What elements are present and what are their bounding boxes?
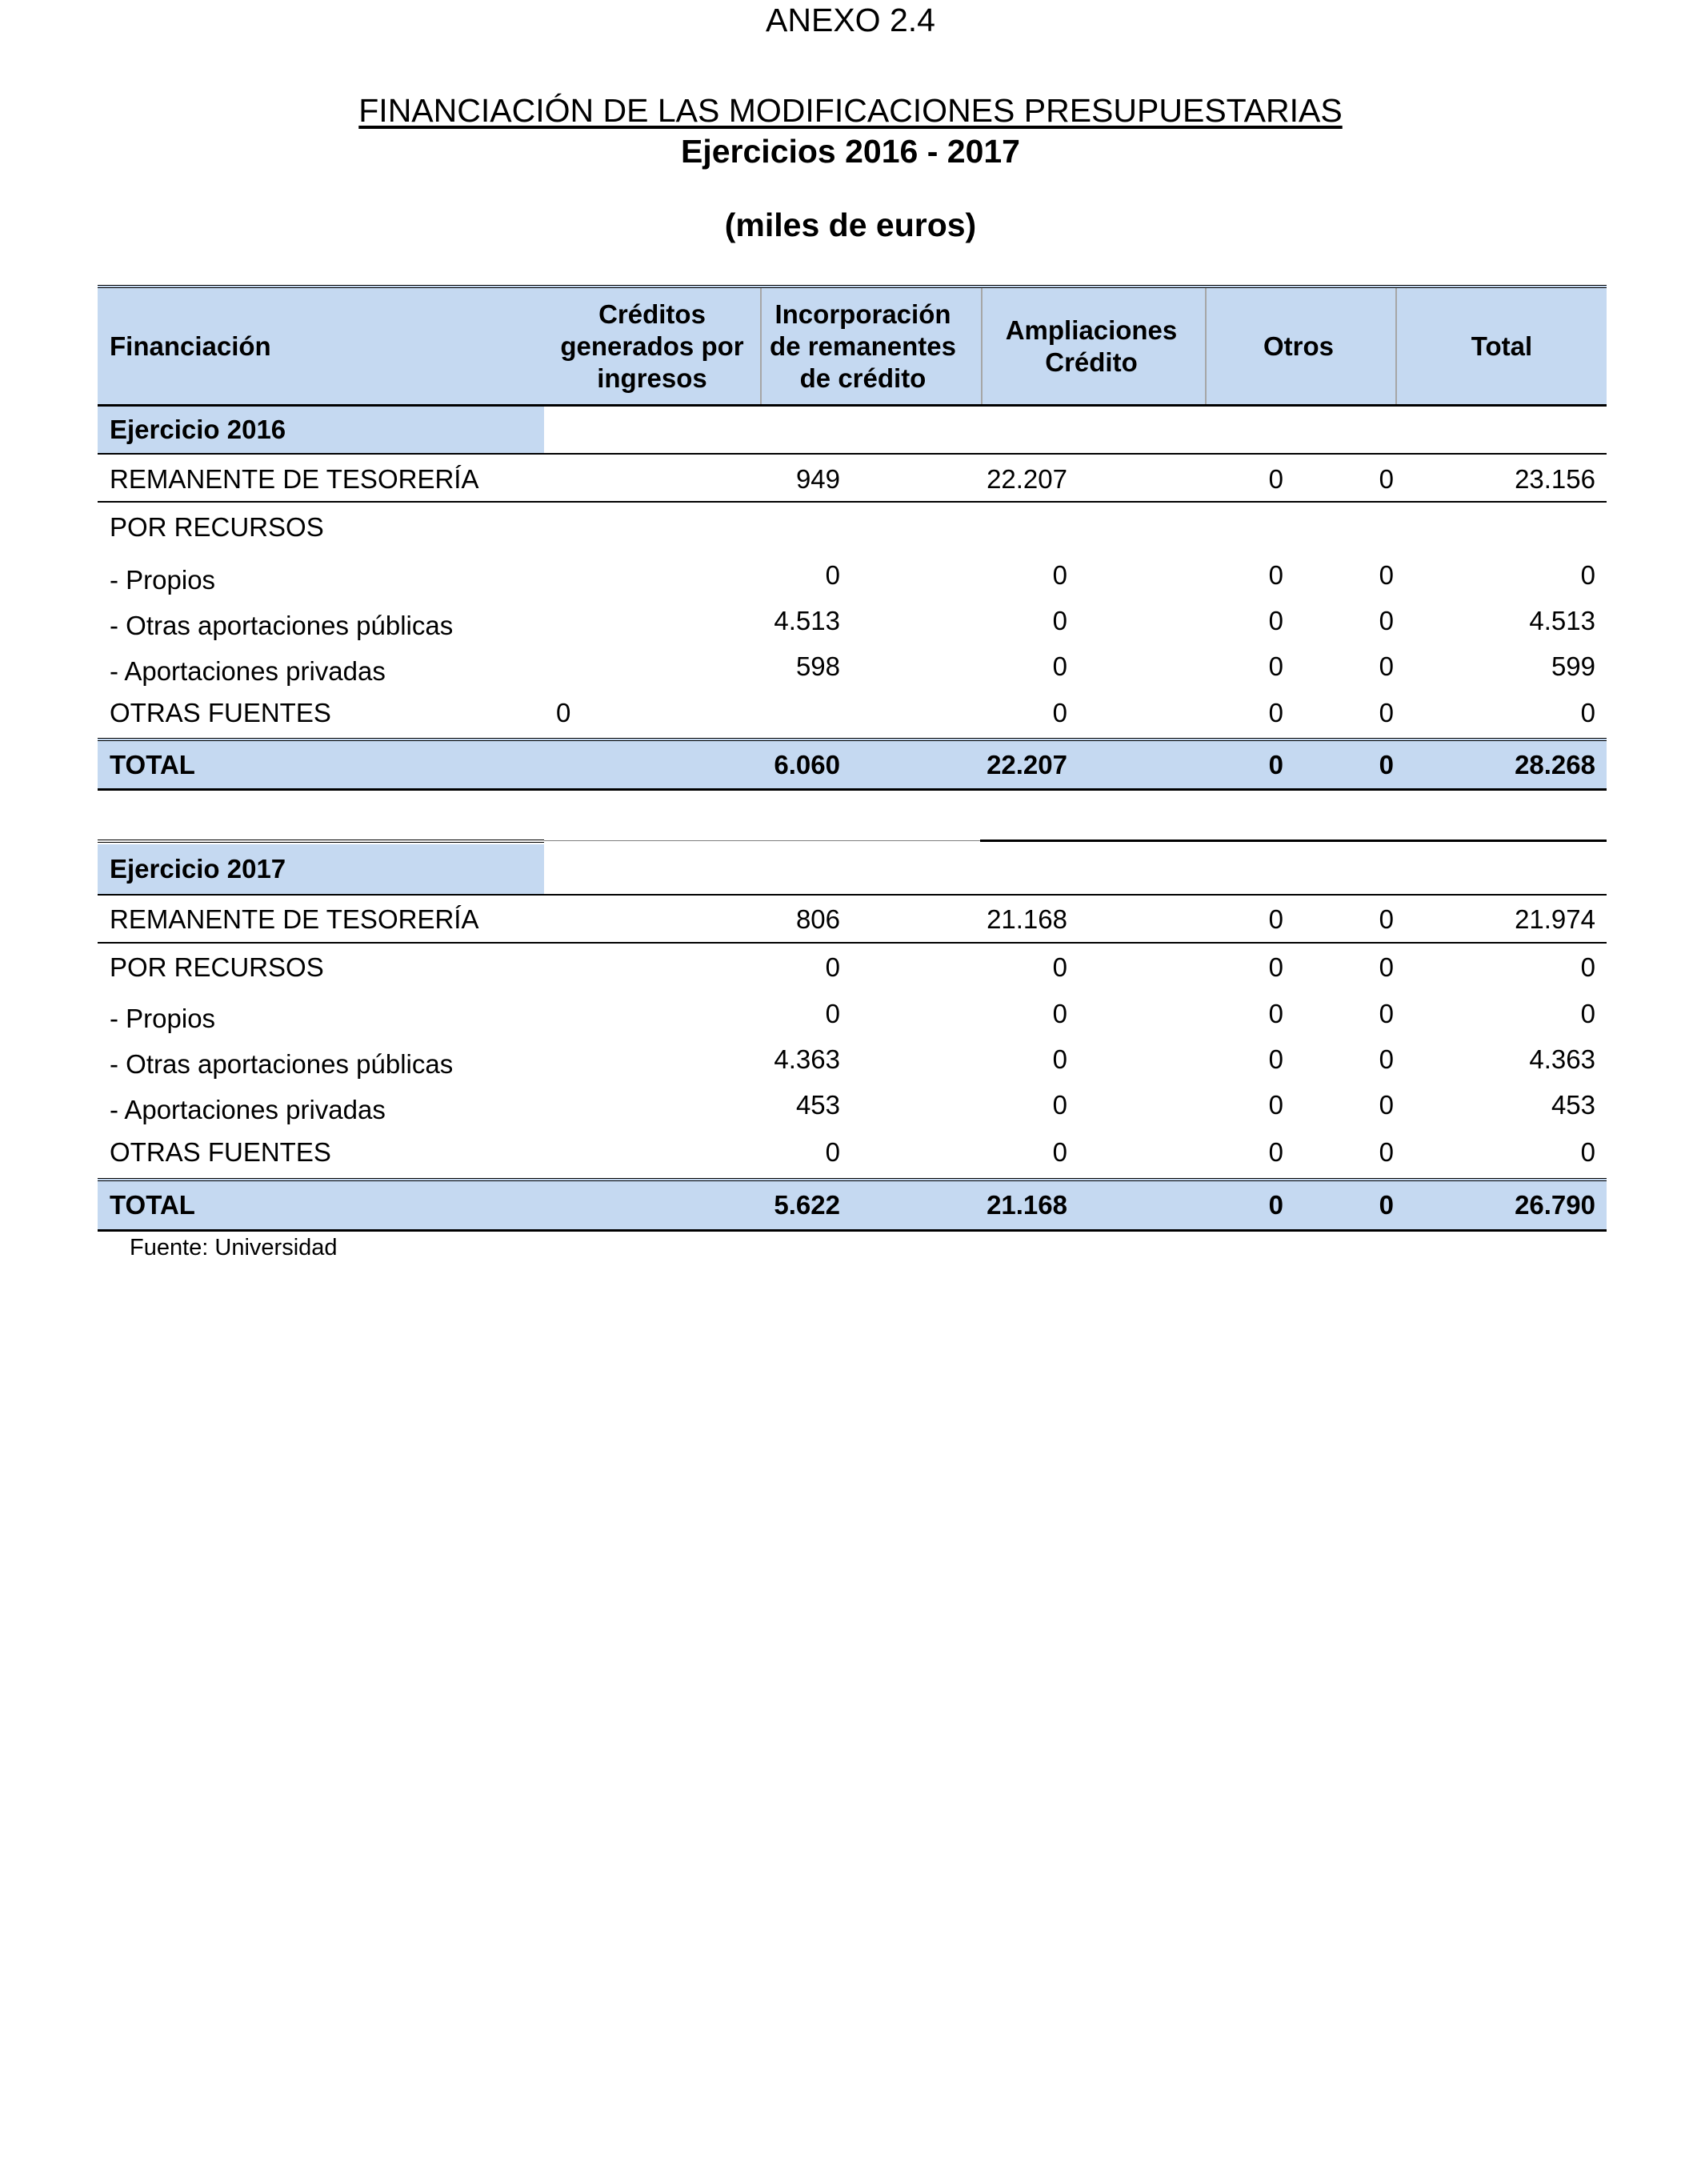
cell-others: 0 bbox=[1379, 952, 1394, 982]
section-label-2016: Ejercicio 2016 bbox=[98, 407, 544, 453]
cell-incorporation: 0 bbox=[1052, 606, 1067, 635]
total-total: 28.268 bbox=[1515, 749, 1595, 779]
cell-generated: 0 bbox=[825, 560, 840, 590]
cell-extensions: 0 bbox=[1268, 651, 1283, 681]
cell-generated: 0 bbox=[825, 1137, 840, 1167]
cell-others: 0 bbox=[1379, 464, 1394, 494]
total-extensions: 0 bbox=[1268, 1190, 1283, 1220]
cell-others: 0 bbox=[1379, 698, 1394, 727]
table-header bbox=[98, 285, 1607, 407]
cell-total: 4.513 bbox=[1529, 606, 1595, 635]
cell-extensions: 0 bbox=[1268, 952, 1283, 982]
row-label: OTRAS FUENTES bbox=[110, 1137, 331, 1167]
cell-generated: 0 bbox=[825, 999, 840, 1028]
cell-generated: 0 bbox=[825, 952, 840, 982]
cell-incorporation: 0 bbox=[1052, 1137, 1067, 1167]
cell-incorporation: 0 bbox=[1052, 698, 1067, 727]
cell-incorporation: 21.168 bbox=[987, 904, 1067, 934]
cell-generated: 4.513 bbox=[774, 606, 840, 635]
row-label: REMANENTE DE TESORERÍA bbox=[110, 904, 479, 934]
cell-incorporation: 0 bbox=[1052, 952, 1067, 982]
total-extensions: 0 bbox=[1268, 749, 1283, 779]
section-label-2017: Ejercicio 2017 bbox=[98, 844, 544, 894]
source-note: Fuente: Universidad bbox=[130, 1235, 338, 1260]
cell-extensions: 0 bbox=[1268, 999, 1283, 1028]
cell-incorporation: 0 bbox=[1052, 999, 1067, 1028]
cell-total: 23.156 bbox=[1515, 464, 1595, 494]
cell-incorporation: 0 bbox=[1052, 1090, 1067, 1120]
cell-others: 0 bbox=[1379, 999, 1394, 1028]
row-label: OTRAS FUENTES bbox=[110, 698, 331, 727]
page-subtitle: Ejercicios 2016 - 2017 bbox=[681, 133, 1020, 170]
cell-incorporation: 0 bbox=[1052, 1044, 1067, 1074]
cell-total: 0 bbox=[1580, 952, 1595, 982]
cell-generated: 453 bbox=[795, 1090, 840, 1120]
header-others: Otros bbox=[1263, 331, 1334, 361]
header-total: Total bbox=[1471, 331, 1533, 361]
cell-generated: 4.363 bbox=[774, 1044, 840, 1074]
cell-total: 4.363 bbox=[1529, 1044, 1595, 1074]
total-incorporation: 21.168 bbox=[987, 1190, 1067, 1220]
section-rule bbox=[544, 840, 980, 841]
total-generated: 5.622 bbox=[774, 1190, 840, 1220]
cell-total: 453 bbox=[1551, 1090, 1595, 1120]
header-financing: Financiación bbox=[110, 331, 271, 361]
cell-extensions: 0 bbox=[1268, 1090, 1283, 1120]
section-rule bbox=[98, 894, 1607, 896]
cell-extensions: 0 bbox=[1268, 698, 1283, 727]
cell-incorporation: 0 bbox=[1052, 560, 1067, 590]
cell-generated: 949 bbox=[795, 464, 840, 494]
cell-generated: 806 bbox=[795, 904, 840, 934]
cell-others: 0 bbox=[1379, 560, 1394, 590]
row-label: POR RECURSOS bbox=[110, 512, 324, 542]
row-label: - Aportaciones privadas bbox=[110, 656, 386, 686]
cell-incorporation: 0 bbox=[1052, 651, 1067, 681]
cell-others: 0 bbox=[1379, 651, 1394, 681]
header-generated: Créditos generados por ingresos bbox=[560, 299, 744, 393]
cell-others: 0 bbox=[1379, 606, 1394, 635]
row-label: - Propios bbox=[110, 565, 216, 595]
section-rule bbox=[98, 453, 544, 455]
row-rule bbox=[98, 942, 1607, 944]
header-incorporation: Incorporación de remanentes de crédito bbox=[770, 299, 956, 393]
row-label: - Propios bbox=[110, 1004, 216, 1033]
cell-extensions: 0 bbox=[1268, 1044, 1283, 1074]
total-label: TOTAL bbox=[110, 749, 195, 779]
cell-incorporation: 22.207 bbox=[987, 464, 1067, 494]
total-row bbox=[98, 1178, 1607, 1232]
section-rule bbox=[980, 840, 1607, 842]
cell-total: 599 bbox=[1551, 651, 1595, 681]
row-label: REMANENTE DE TESORERÍA bbox=[110, 464, 479, 494]
cell-total: 0 bbox=[1580, 698, 1595, 727]
cell-total: 0 bbox=[1580, 1137, 1595, 1167]
units-label: (miles de euros) bbox=[724, 206, 977, 243]
total-label: TOTAL bbox=[110, 1190, 195, 1220]
cell-extensions: 0 bbox=[1268, 606, 1283, 635]
row-rule bbox=[98, 501, 1607, 503]
total-row bbox=[98, 738, 1607, 791]
cell-total: 21.974 bbox=[1515, 904, 1595, 934]
total-generated: 6.060 bbox=[774, 749, 840, 779]
cell-extensions: 0 bbox=[1268, 464, 1283, 494]
header-extensions: Ampliaciones Crédito bbox=[1005, 315, 1178, 377]
total-incorporation: 22.207 bbox=[987, 749, 1067, 779]
cell-others: 0 bbox=[1379, 1137, 1394, 1167]
row-label: - Aportaciones privadas bbox=[110, 1095, 386, 1124]
cell-others: 0 bbox=[1379, 904, 1394, 934]
cell-total: 0 bbox=[1580, 560, 1595, 590]
row-label: POR RECURSOS bbox=[110, 952, 324, 982]
row-label: - Otras aportaciones públicas bbox=[110, 1049, 454, 1079]
cell-others: 0 bbox=[1379, 1044, 1394, 1074]
page-title: FINANCIACIÓN DE LAS MODIFICACIONES PRESUPUESTARIAS bbox=[358, 92, 1343, 129]
total-total: 26.790 bbox=[1515, 1190, 1595, 1220]
cell-extensions: 0 bbox=[1268, 1137, 1283, 1167]
section-rule bbox=[98, 840, 544, 843]
total-others: 0 bbox=[1379, 749, 1394, 779]
row-label: - Otras aportaciones públicas bbox=[110, 611, 454, 640]
cell-generated: 598 bbox=[795, 651, 840, 681]
cell-extensions: 0 bbox=[1268, 904, 1283, 934]
total-others: 0 bbox=[1379, 1190, 1394, 1220]
cell-others: 0 bbox=[1379, 1090, 1394, 1120]
section-rule bbox=[544, 453, 1607, 455]
cell-total: 0 bbox=[1580, 999, 1595, 1028]
cell-generated: 0 bbox=[556, 698, 571, 727]
cell-extensions: 0 bbox=[1268, 560, 1283, 590]
annex-label: ANEXO 2.4 bbox=[766, 2, 935, 38]
